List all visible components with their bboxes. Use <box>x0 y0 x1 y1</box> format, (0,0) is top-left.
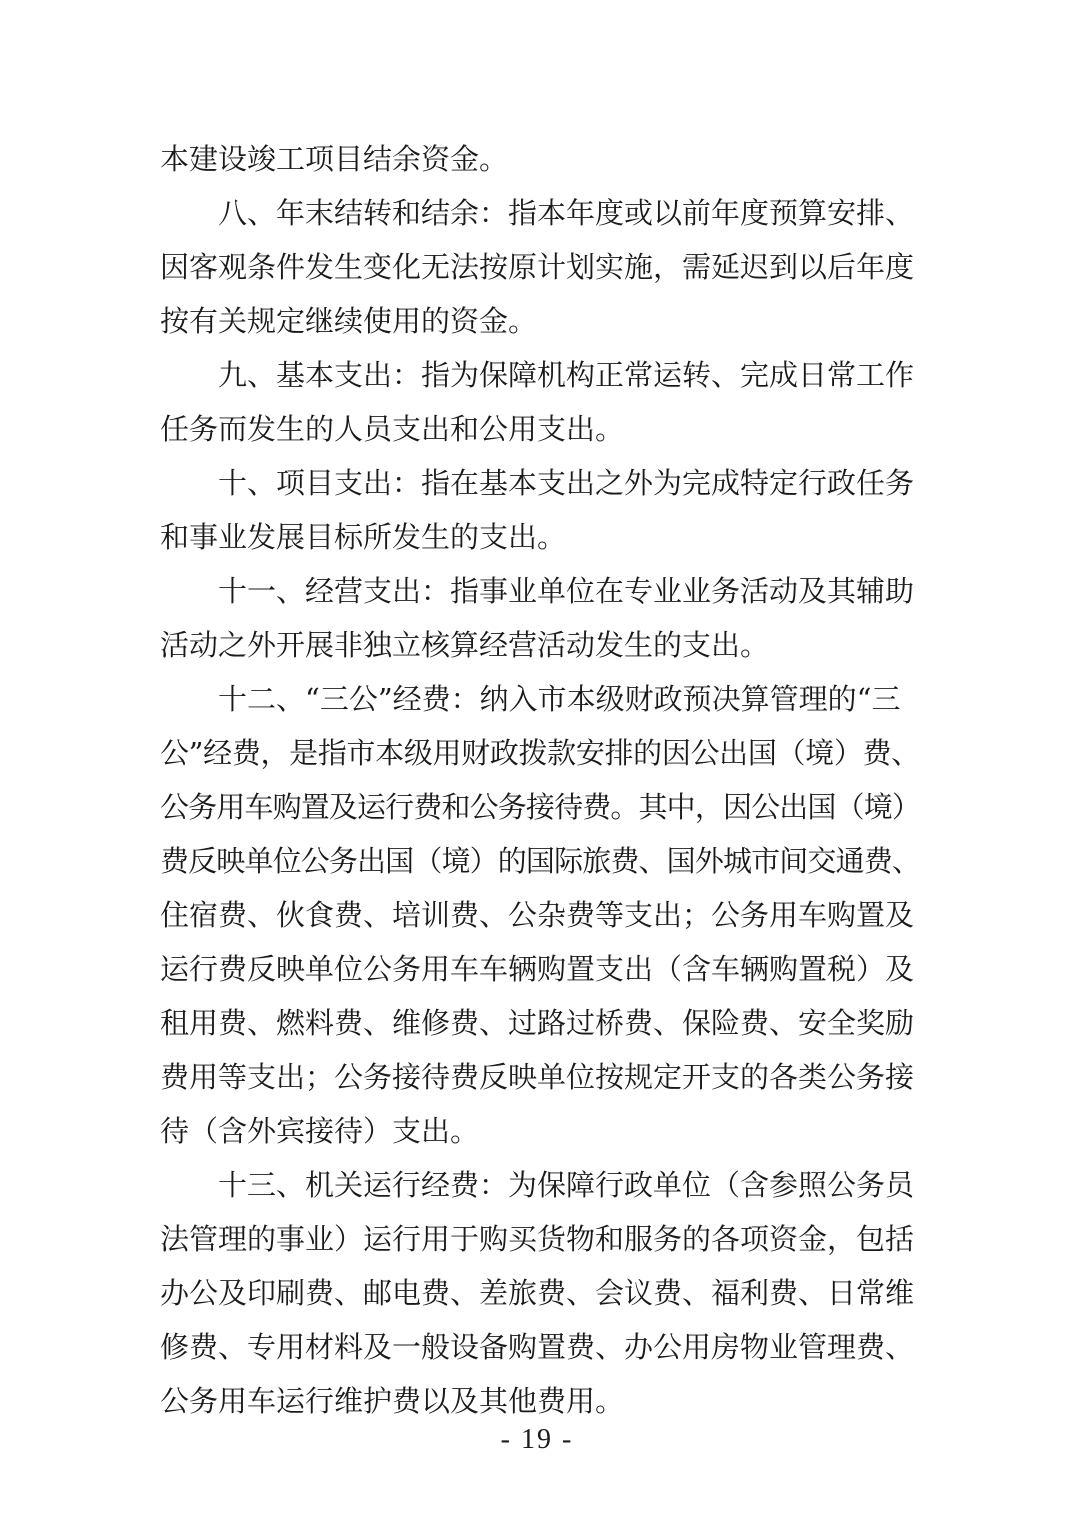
text-line: 公务用车运行维护费以及其他费用。 <box>160 1384 625 1418</box>
paragraph-8-line: 八、年末结转和结余：指本年度或以前年度预算安排、 <box>218 196 915 230</box>
page-number: - 19 - <box>500 1424 574 1455</box>
text-line: 本建设竣工项目结余资金。 <box>160 142 509 176</box>
text-line: 费反映单位公务出国（境）的国际旅费、国外城市间交通费、 <box>160 844 921 878</box>
paragraph-9-line: 九、基本支出：指为保障机构正常运转、完成日常工作 <box>218 358 915 392</box>
text-line: 和事业发展目标所发生的支出。 <box>160 520 567 554</box>
text-line: 公务用车购置及运行费和公务接待费。其中，因公出国（境） <box>160 790 921 824</box>
text-line: 公”经费，是指市本级用财政拨款安排的因公出国（境）费、 <box>160 736 920 770</box>
body-text <box>160 132 920 1428</box>
paragraph-13-line: 十三、机关运行经费：为保障行政单位（含参照公务员 <box>218 1168 915 1202</box>
text-line: 待（含外宾接待）支出。 <box>160 1114 480 1148</box>
text-line: 住宿费、伙食费、培训费、公杂费等支出；公务用车购置及 <box>160 898 915 932</box>
text-line: 租用费、燃料费、维修费、过路过桥费、保险费、安全奖励 <box>160 1006 915 1040</box>
text-line: 按有关规定继续使用的资金。 <box>160 304 538 338</box>
paragraph-11-line: 十一、经营支出：指事业单位在专业业务活动及其辅助 <box>218 574 915 608</box>
text-line: 费用等支出；公务接待费反映单位按规定开支的各类公务接 <box>160 1060 915 1094</box>
text-line: 运行费反映单位公务用车车辆购置支出（含车辆购置税）及 <box>160 952 915 986</box>
text-line: 活动之外开展非独立核算经营活动发生的支出。 <box>160 628 770 662</box>
text-line: 修费、专用材料及一般设备购置费、办公用房物业管理费、 <box>160 1330 915 1364</box>
text-line: 任务而发生的人员支出和公用支出。 <box>160 412 625 446</box>
paragraph-12-line: 十二、“三公”经费：纳入市本级财政预决算管理的“三 <box>218 682 901 716</box>
text-line: 法管理的事业）运行用于购买货物和服务的各项资金，包括 <box>160 1222 915 1256</box>
paragraph-10-line: 十、项目支出：指在基本支出之外为完成特定行政任务 <box>218 466 915 500</box>
text-line: 因客观条件发生变化无法按原计划实施，需延迟到以后年度 <box>160 250 915 284</box>
text-line: 办公及印刷费、邮电费、差旅费、会议费、福利费、日常维 <box>160 1276 915 1310</box>
